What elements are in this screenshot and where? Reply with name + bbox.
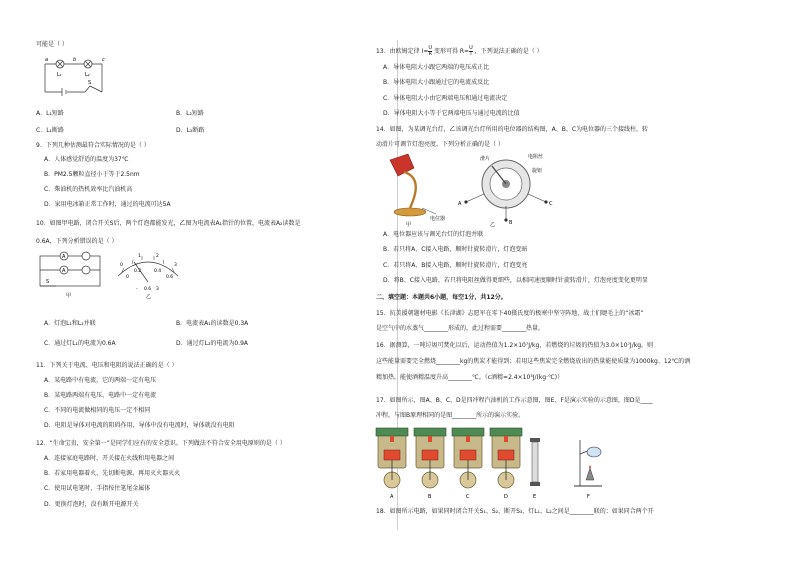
tick-label: 3 xyxy=(174,263,177,268)
tick-label: 0.2 xyxy=(134,269,142,274)
parallel-circuit-diagram xyxy=(36,250,108,300)
engine-cylinder-icon xyxy=(452,428,484,488)
potentiometer-diagram xyxy=(454,150,574,228)
ohm-law-formula: I= $\frac{U}{R}$ xyxy=(421,45,433,57)
terminal-b-label: B xyxy=(509,220,513,226)
node-a-label: a xyxy=(45,57,49,63)
fig-yi-label: 乙 xyxy=(490,222,496,228)
node-c-label: c xyxy=(102,57,105,63)
q14-option-c: C．若只将A、B接入电路，顺时针旋转滑片，灯泡变亮 xyxy=(383,262,528,269)
terminal-label: 0.6 xyxy=(144,287,152,292)
q16-line3: 精加热，能使酒精温度升高________℃。（c酒精=2.4×10³J/(kg·℃)） xyxy=(376,374,564,381)
q14-option-b: B．若只将A、C接入电路，顺时针旋转滑片，灯泡变暗 xyxy=(383,246,528,253)
q13-option-d: D．导体电阻大小等于它两端电压与通过电流的比值 xyxy=(383,110,520,117)
q12-option-c: C．使用试电笔时，手指按住笔尾金属体 xyxy=(44,485,151,492)
engine-c-label: C xyxy=(466,494,470,500)
switch-s-label: S xyxy=(88,80,92,86)
q16-line2: 这些能量需要完全燃烧________kg的焦炭才能得到；若用这些焦炭完全燃烧放出的热量能使质量为1000kg、12℃的酒 xyxy=(376,358,691,365)
lamp-l2-icon xyxy=(84,60,92,68)
q10-stem-line2: 0.6A，下列分析错误的是（ ） xyxy=(36,238,118,245)
demo-e-label: E xyxy=(533,494,537,500)
q15-line1: 15．抗美援朝题材电影《长津湖》志愿军在零下40摄氏度的极寒中坚守阵地，战士们睫毛上的“冰霜” xyxy=(376,310,644,317)
q13-option-b: B．导体电阻大小跟通过它的电流成反比 xyxy=(383,79,490,86)
terminal-label: - xyxy=(136,287,138,292)
q11-stem: 11．下列关于电流、电压和电阻的说法正确的是（ ） xyxy=(36,362,178,369)
q10-option-a: A．灯泡L₁和L₂并联 xyxy=(44,320,96,327)
tick-label: 0 xyxy=(120,263,123,268)
q17-line2: 冲程，与图B原理相同的是图________所示的演示实验。 xyxy=(376,412,525,419)
q9-option-d: D．家用电冰箱正常工作时，通过的电流可达5A xyxy=(44,201,171,208)
lamp-icon xyxy=(82,266,90,274)
q8-option-c: C．L₁断路 xyxy=(36,127,64,134)
q15-line2: 是空气中的水蒸气________形成的，此过程需要________热量。 xyxy=(376,325,545,332)
q13-stem-start: 13．由欧姆定律 xyxy=(376,48,420,55)
ammeter-a1-label: A xyxy=(62,254,66,260)
q12-option-a: A．连接家庭电路时，开关接在火线和用电器之间 xyxy=(44,455,175,462)
demo-f-label: F xyxy=(587,494,590,500)
q8-option-a: A．L₁短路 xyxy=(36,110,64,117)
terminal-c-label: C xyxy=(549,201,553,207)
q14-stem-line2: 动滑片可调节灯泡亮度。下列分析正确的是（ ） xyxy=(376,141,504,148)
resistance-wire-label: 电阻丝 xyxy=(528,154,544,160)
q10-stem-line1: 10．如图甲电路，闭合开关S后，两个灯泡都能发光，乙图为电流表A₁指针的位置，电流表A₂读数是 xyxy=(36,220,301,227)
ammeter-a2-label: A xyxy=(62,268,66,274)
q11-option-a: A．某电路中有电流，它的两端一定有电压 xyxy=(44,377,157,384)
question-intro: 可能是（ ） xyxy=(36,41,68,48)
demo-f-apparatus-icon xyxy=(574,440,602,486)
demo-e-apparatus-icon xyxy=(530,438,540,486)
q18-line1: 18．如图所示电路，如果同时闭合开关S₁、S₂，断开S₃，灯L₁、L₂之间是________联的；如果同合两个开 xyxy=(376,508,654,515)
tick-label: 0.6 xyxy=(166,275,174,280)
potentiometer-label: 电位器 xyxy=(430,216,446,222)
knob-label: 旋钮 xyxy=(532,168,543,174)
q10-option-c: C．通过灯L₁的电流为0.6A xyxy=(44,340,116,347)
tick-label: 0 xyxy=(126,275,129,280)
q14-stem-line1: 14．如图，为某调光台灯，乙该调光台灯所用的电位器的结构图，A、B、C为电位器的三个接线柱，转 xyxy=(376,126,649,133)
fig-yi-label: 乙 xyxy=(146,294,152,300)
q12-option-b: B．若家用电器着火，先切断电源，再用灭火器灭火 xyxy=(44,470,181,477)
terminal-a-label: A xyxy=(458,201,462,207)
tick-label: 1 xyxy=(138,254,141,259)
desk-lamp-illustration xyxy=(384,148,454,228)
q12-option-d: D．更换灯泡时，没有断开电源开关 xyxy=(44,501,139,508)
l2-label: L₂ xyxy=(85,72,90,78)
lamp-icon xyxy=(82,252,90,260)
fig-jia-label: 甲 xyxy=(66,293,72,299)
fig-jia-label: 甲 xyxy=(406,222,412,228)
engine-stroke-figures xyxy=(374,424,614,500)
engine-cylinder-icon xyxy=(376,428,408,488)
q11-option-b: B．某电路两端有电压，电路中一定有电流 xyxy=(44,392,157,399)
q11-option-d: D．电阻是导体对电流的阻碍作用，导体中没有电流时，导体就没有电阻 xyxy=(44,422,235,429)
q13-option-a: A．导体电阻大小跟它两端的电压成正比 xyxy=(383,64,490,71)
q17-line1: 17．如图所示，图A、B、C、D是四冲程汽油机的工作示意图，图E、F是演示实验的示意图，图D是____ xyxy=(376,397,653,404)
q10-option-d: D．通过灯L₂的电流为0.9A xyxy=(176,340,249,347)
q9-option-c: C．柴油机的热机效率比汽油机高 xyxy=(44,186,133,193)
q9-option-a: A．人体感觉舒适的温度为37℃ xyxy=(44,156,129,163)
engine-cylinder-icon xyxy=(414,428,446,488)
engine-a-label: A xyxy=(390,494,394,500)
q9-option-b: B．PM2.5颗粒直径小于等于2.5nm xyxy=(44,171,140,178)
tick-label: 0.4 xyxy=(154,269,162,274)
q14-option-a: A．电位器应该与调光台灯的灯泡并联 xyxy=(383,231,484,238)
slider-label: 滑片 xyxy=(480,156,491,162)
q8-option-d: D．L₂断路 xyxy=(176,127,205,134)
terminal-label: 3 xyxy=(156,287,159,292)
q12-stem: 12．“生命宝贵，安全第一”是同学们应有的安全意识。下列做法不符合安全用电原则的是（ ） xyxy=(36,440,286,447)
engine-cylinder-icon xyxy=(490,428,522,488)
q9-stem: 9．下列几种估测最符合实际情况的是（ ） xyxy=(36,142,150,149)
q10-option-b: B．电流表A₁的读数是0.3A xyxy=(176,320,249,327)
section-fill-in-heading: 二、填空题：本题共6小题，每空1分，共12分。 xyxy=(376,294,507,301)
switch-s-label: S xyxy=(46,279,50,285)
node-b-label: b xyxy=(73,57,77,63)
resistance-formula: R= $\frac{U}{I}$ xyxy=(459,45,473,57)
q13-stem: 13．由欧姆定律 I= $\frac{U}{R}$ 变形可得 R= $\frac{U}{I}$ ，下列说法正确的是（ ） xyxy=(376,45,543,57)
tick-label: 2 xyxy=(156,254,159,259)
q13-option-c: C．导体电阻大小由它两端电压和通过电流决定 xyxy=(383,95,508,102)
q8-option-b: B．L₂短路 xyxy=(176,110,204,117)
q11-option-c: C．不同的电流做相同的电压一定不相同 xyxy=(44,407,151,414)
q14-option-d: D．将B、C接入电路，若只将电阻丝做得更细些，以相同速度顺时针旋转滑片，灯泡亮度变化更明显 xyxy=(383,277,648,284)
l1-label: L₁ xyxy=(57,72,62,78)
engine-b-label: B xyxy=(428,494,432,500)
ammeter-dial-diagram xyxy=(112,252,184,300)
lamp-l1-icon xyxy=(56,60,64,68)
q16-line1: 16．据测算，一吨垃圾可焚化以后，运动热值为1.2×10⁷J/kg，若燃烧的垃圾的热值为3.0×10⁷J/kg，则 xyxy=(376,342,654,349)
engine-d-label: D xyxy=(504,494,508,500)
series-circuit-diagram xyxy=(40,50,110,100)
